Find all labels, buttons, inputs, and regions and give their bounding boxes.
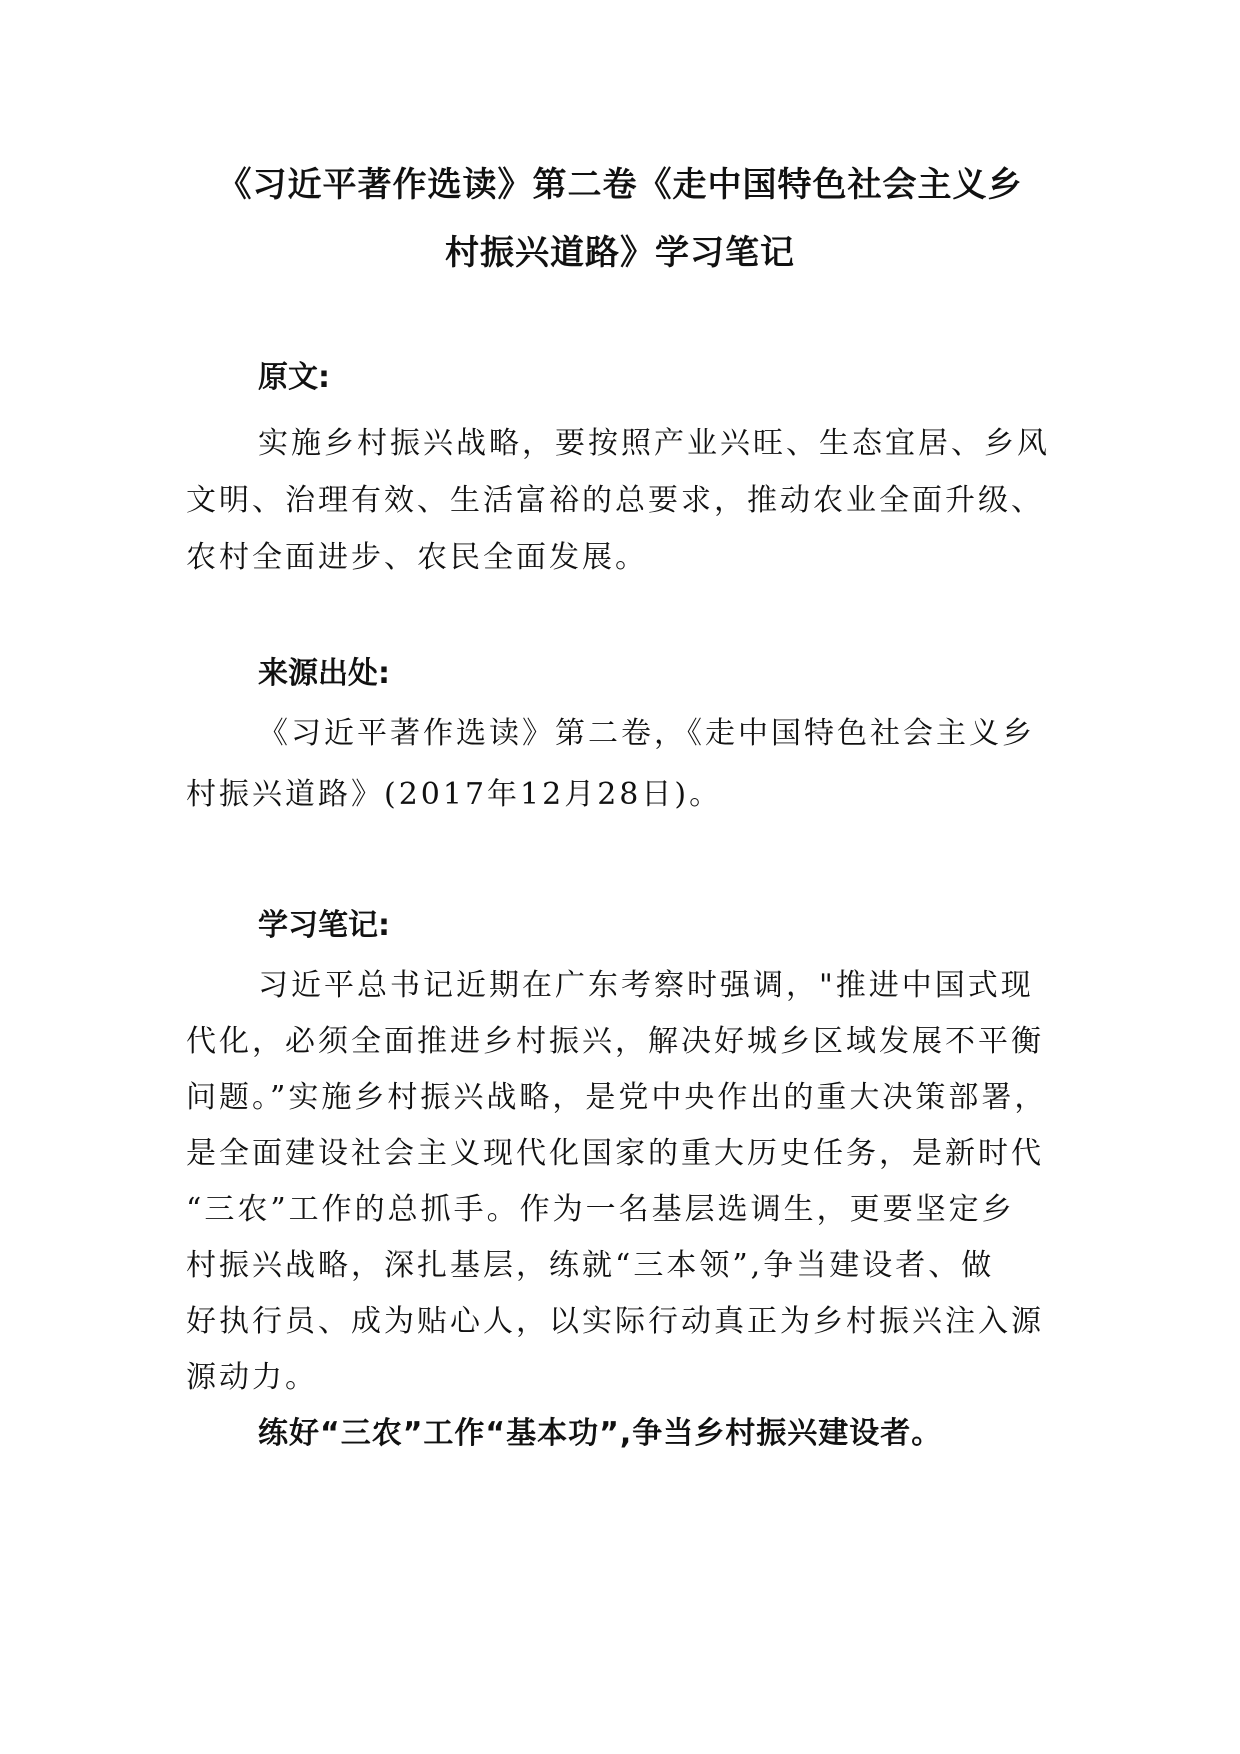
notes-text-line: “三农”工作的总抓手。作为一名基层选调生，更要坚定乡 <box>186 1192 1015 1227</box>
section-heading-original: 原文: <box>258 360 330 395</box>
notes-text-line: 源动力。 <box>186 1360 318 1395</box>
original-text-line: 文明、治理有效、生活富裕的总要求，推动农业全面升级、 <box>186 483 1044 518</box>
original-text-line: 农村全面进步、农民全面发展。 <box>186 540 648 575</box>
section-heading-notes: 学习笔记: <box>258 908 390 943</box>
document-title-line-2: 村振兴道路》学习笔记 <box>445 233 795 273</box>
notes-text-line: 习近平总书记近期在广东考察时强调，"推进中国式现 <box>258 968 1034 1003</box>
notes-text-line: 是全面建设社会主义现代化国家的重大历史任务，是新时代 <box>186 1136 1044 1171</box>
notes-text-line: 问题。”实施乡村振兴战略，是党中央作出的重大决策部署， <box>186 1080 1048 1115</box>
notes-bold-subheading: 练好“三农”工作“基本功”,争当乡村振兴建设者。 <box>258 1416 943 1451</box>
source-text-line: 村振兴道路》(2017年12月28日)。 <box>186 777 723 812</box>
notes-text-line: 村振兴战略，深扎基层，练就“三本领”,争当建设者、做 <box>186 1248 995 1283</box>
original-text-line: 实施乡村振兴战略，要按照产业兴旺、生态宜居、乡风 <box>258 426 1050 461</box>
document-title-line-1: 《习近平著作选读》第二卷《走中国特色社会主义乡 <box>217 165 1023 205</box>
notes-text-line: 好执行员、成为贴心人，以实际行动真正为乡村振兴注入源 <box>186 1304 1044 1339</box>
notes-text-line: 代化，必须全面推进乡村振兴，解决好城乡区域发展不平衡 <box>186 1024 1044 1059</box>
section-heading-source: 来源出处: <box>258 656 390 691</box>
source-text-line: 《习近平著作选读》第二卷，《走中国特色社会主义乡 <box>258 716 1035 751</box>
